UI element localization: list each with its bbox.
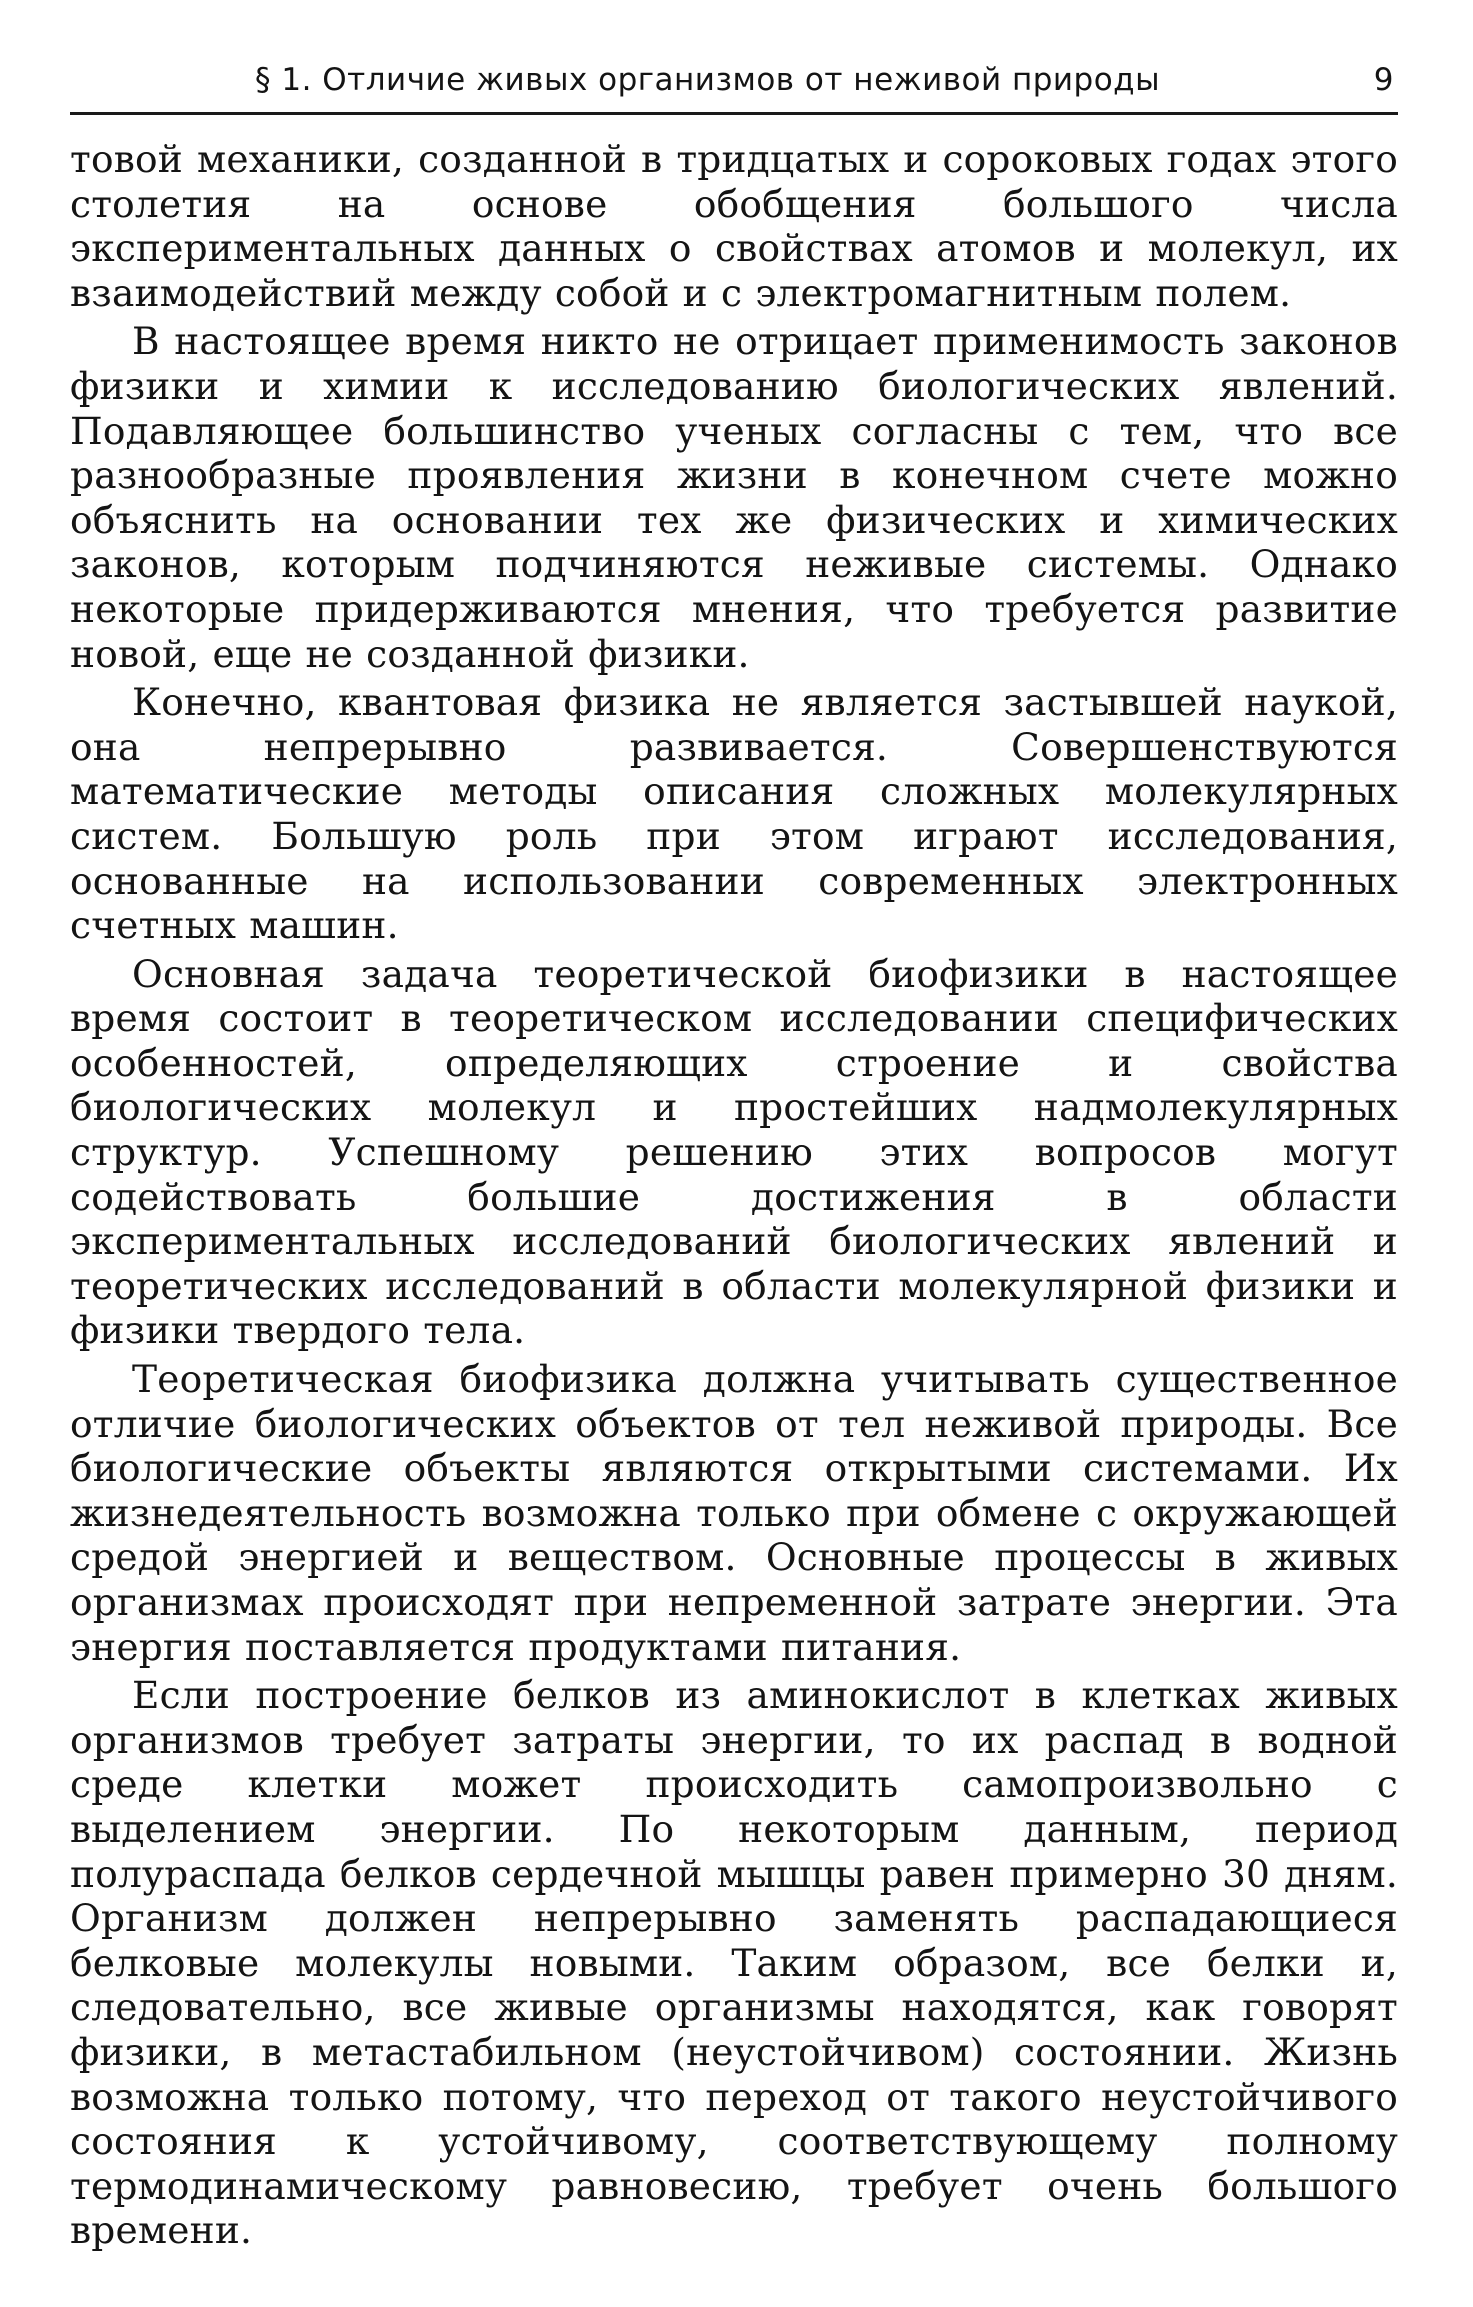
running-header <box>70 58 1398 115</box>
body-text <box>70 137 1398 2253</box>
page-number: 9 <box>1373 62 1394 98</box>
paragraph-1: товой механики, созданной в тридцатых и сороковых годах этого столетия на основе обобщения большого числа экспериментальных данных о свойствах атомов и молекул, их взаимодействий между собой и с электромагнитным полем. <box>70 137 1398 315</box>
paragraph-3: Конечно, квантовая физика не является застывшей наукой, она непрерывно развивается. Совершенствуются математические методы описания сложных молекулярных систем. Большую роль при этом играют исследования, основанные на использовании современных электронных счетных машин. <box>70 680 1398 948</box>
paragraph-5: Теоретическая биофизика должна учитывать существенное отличие биологических объектов от тел неживой природы. Все биологические объекты являются открытыми системами. Их жизнедеятельность возможна только при обмене с окружающей средой энергией и веществом. Основные процессы в живых организмах происходят при непременной затрате энергии. Эта энергия поставляется продуктами питания. <box>70 1357 1398 1669</box>
paragraph-6: Если построение белков из аминокислот в клетках живых организмов требует затраты энергии, то их распад в водной среде клетки может происходить самопроизвольно с выделением энергии. По некоторым данным, период полураспада белков сердечной мышцы равен примерно 30 дням. Организм должен непрерывно заменять распадающиеся белковые молекулы новыми. Таким образом, все белки и, следовательно, все живые организмы находятся, как говорят физики, в метастабильном (неустойчивом) состоянии. Жизнь возможна только потому, что переход от такого неустойчивого состояния к устойчивому, соответствующему полному термодинамическому равновесию, требует очень большого времени. <box>70 1673 1398 2253</box>
paragraph-2: В настоящее время никто не отрицает применимость законов физики и химии к исследованию биологических явлений. Подавляющее большинство ученых согласны с тем, что все разнообразные проявления жизни в конечном счете можно объяснить на основании тех же физических и химических законов, которым подчиняются неживые системы. Однако некоторые придерживаются мнения, что требуется развитие новой, еще не созданной физики. <box>70 319 1398 676</box>
book-page <box>70 58 1398 2253</box>
section-title: § 1. Отличие живых организмов от неживой природы <box>255 62 1161 98</box>
paragraph-4: Основная задача теоретической биофизики в настоящее время состоит в теоретическом исследовании специфических особенностей, определяющих строение и свойства биологических молекул и простейших надмолекулярных структур. Успешному решению этих вопросов могут содействовать большие достижения в области экспериментальных исследований биологических явлений и теоретических исследований в области молекулярной физики и физики твердого тела. <box>70 951 1398 1353</box>
